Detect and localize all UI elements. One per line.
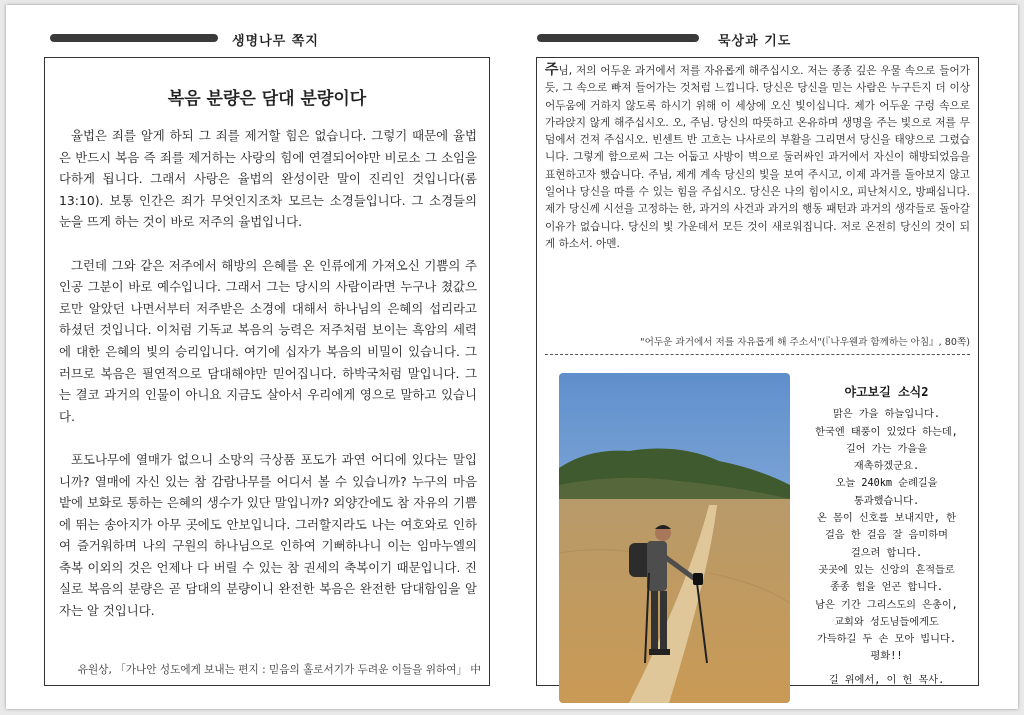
news-line: 남은 기간 그리스도의 은총이, bbox=[815, 599, 958, 611]
left-article-box bbox=[44, 57, 490, 686]
right-header-bar bbox=[537, 34, 699, 42]
news-line: 걸음 한 걸음 잘 음미하며 bbox=[825, 530, 948, 542]
news-line: 가득하길 두 손 모아 빕니다. bbox=[817, 634, 956, 646]
prayer-source: "어두운 과거에서 저를 자유롭게 해 주소서"(『나우웬과 함께하는 아침』, 80쪽) bbox=[640, 337, 970, 348]
pilgrim-photo bbox=[559, 373, 790, 703]
article-source: 유원상, 「가나안 성도에게 보내는 편지 : 믿음의 홀로서기가 두려운 이들을 위하여」 中 bbox=[77, 664, 481, 676]
news-line: 종종 힘을 얻곤 합니다. bbox=[829, 582, 944, 594]
news-line: 평화!! bbox=[870, 651, 903, 663]
news-line: 한국엔 태풍이 있었다 하는데, bbox=[815, 426, 958, 438]
pilgrim-news bbox=[799, 384, 974, 689]
news-line: 맑은 가을 하늘입니다. bbox=[833, 409, 940, 421]
newsletter-page bbox=[6, 5, 1018, 709]
dashed-divider bbox=[545, 354, 970, 355]
article-title: 복음 분량은 담대 분량이다 bbox=[167, 89, 367, 109]
prayer-body: 님, 저의 어두운 과거에서 저를 자유롭게 해주십시오. 저는 종종 깊은 우물 속으로 들어가듯, 그 속으로 빠져 들어가는 것처럼 느낍니다. 당신은 당신을 믿는 사람은 누구든지 더 이상 어두움에 거하지 않도록 하시기 위해 이 세상에 오신 빛이십니다. 제가 어두운 구렁 속으로 가라앉지 않게 해주십시오. 오, 주님. 당신의 따뜻하고 온유하며 생명을 주는 빛으로 저를 무덤에서 건져 주십시오. 빈센트 반 고흐는 나사로의 부활을 그리면서 당신을 태양으로 그렸습니다. 그렇게 함으로써 그는 어둡고 사방이 벽으로 둘러싸인 과거에서 자신이 해방되었음을 표현하고자 했습니다. 주님, 제게 계속 당신의 빛을 보여 주시고, 이제 과거를 돌아보지 않고 일어나 당신을 따를 수 있는 힘을 주십시오. 당신은 나의 힘이시오, 피난처시오, 방패십니다. 제가 당신께 시선을 고정하는 한, 과거의 사건과 과거의 행동 패턴과 과거의 생각들로 돌아갈 이유가 없습니다. 당신의 빛 가운데서 모든 것이 새로워집니다. 저로 온전히 당신의 것이 되게 하소서. 아멘. bbox=[545, 65, 970, 250]
prayer-first-char: 주 bbox=[545, 62, 559, 78]
right-box bbox=[536, 57, 979, 686]
article-body bbox=[59, 125, 477, 643]
news-line: 곳곳에 있는 신앙의 흔적들로 bbox=[818, 564, 955, 576]
news-signature: 길 위에서, 이 헌 목사. bbox=[828, 674, 945, 686]
left-header-bar bbox=[50, 34, 218, 42]
prayer-text bbox=[545, 62, 970, 253]
news-line: 걸으려 합니다. bbox=[850, 547, 923, 559]
news-line: 재촉하겠군요. bbox=[853, 461, 920, 473]
article-paragraph: 포도나무에 열매가 없으니 소망의 극상품 포도가 과연 어디에 있다는 말입니까? 열매에 자신 있는 참 감람나무를 어디서 볼 수 있습니까? 누구의 마음 밭에 보화로 통하는 은혜의 생수가 있단 말입니까? 외양간에도 참 자유의 기쁨에 뛰는 송아지가 아무 곳에도 안보입니다. 그러할지라도 나는 여호와로 인하여 즐거워하며 나의 구원의 하나님으로 인하여 기뻐하나니 이는 임마누엘의 축복 이외의 것은 언제나 다 버릴 수 있는 참 권세의 축복이기 때문입니다. 진실로 복음의 분량은 곧 담대의 분량이니 완전한 복음은 완전한 담대함임을 알 자는 알 것입니다. bbox=[59, 451, 477, 619]
news-title: 야고보길 소식2 bbox=[844, 385, 929, 399]
right-header-title: 묵상과 기도 bbox=[718, 34, 792, 49]
news-line: 길어 가는 가을을 bbox=[845, 443, 928, 455]
news-line: 온 몸이 신호를 보내지만, 한 bbox=[817, 513, 956, 525]
left-header-title: 생명나무 쪽지 bbox=[232, 34, 319, 49]
pilgrim-photo-image bbox=[559, 373, 790, 703]
news-line: 통과했습니다. bbox=[853, 495, 920, 507]
article-paragraph: 율법은 죄를 알게 하되 그 죄를 제거할 힘은 없습니다. 그렇기 때문에 율법은 반드시 복음 즉 죄를 제거하는 사랑의 힘에 연결되어야만 비로소 그 소임을 다하게 됩니다. 그래서 사랑은 율법의 완성이란 말이 진리인 것입니다(롬 13:10). 보통 인간은 죄가 무엇인지조차 모르는 소경들입니다. 그 소경들의 눈을 뜨게 하는 것이 바로 저주의 율법입니다. bbox=[59, 128, 477, 230]
article-paragraph: 그런데 그와 같은 저주에서 해방의 은혜를 온 인류에게 가져오신 기쁨의 주인공 그분이 바로 예수입니다. 그래서 그는 당시의 사람이라면 누구나 쳤값으로만 알았던 나면서부터 저주받은 소경에 대해서 하나님의 은혜의 섭리라고 하셨던 것입니다. 이처럼 기독교 복음의 능력은 저주처럼 보이는 흑암의 세력에 대한 은혜의 빛의 승리입니다. 여기에 십자가 복음의 비밀이 있습니다. 그러므로 복음은 필연적으로 담대해야만 믿어집니다. 하박국처럼 말입니다. 그는 결코 과거의 인물이 아니요 지금도 살아서 우리에게 영으로 말하고 있습니다. bbox=[59, 257, 477, 424]
news-line: 오늘 240km 순례길을 bbox=[835, 478, 938, 490]
news-line: 교회와 성도님들에게도 bbox=[834, 616, 939, 628]
